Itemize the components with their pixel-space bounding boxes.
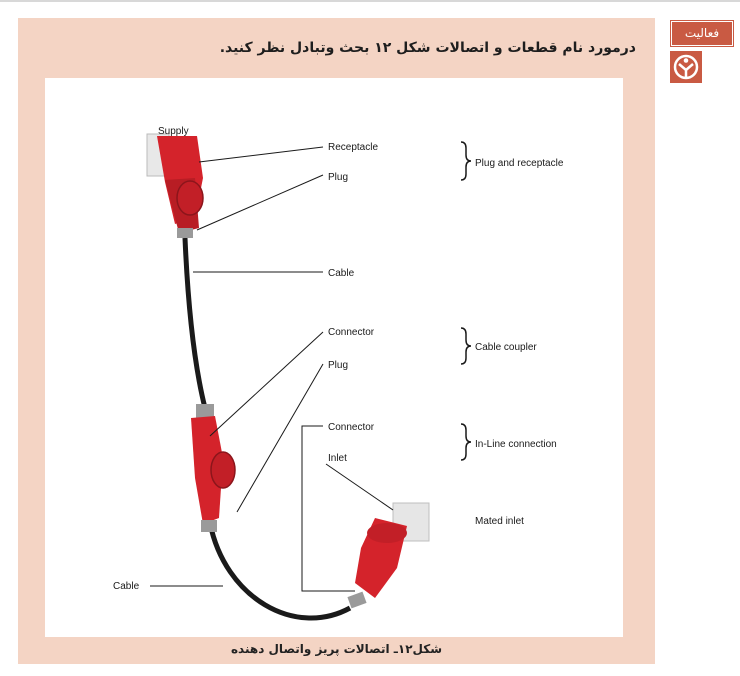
supply-receptacle	[147, 134, 203, 238]
label-connector-mid: Connector	[328, 327, 375, 338]
label-cable-bottom: Cable	[113, 581, 140, 592]
label-inline-connection: In-Line connection	[475, 439, 557, 450]
label-connector-lower: Connector	[328, 422, 375, 433]
cable-lower	[210, 523, 350, 618]
activity-icon	[670, 51, 702, 83]
figure-caption: شکل۱۲ـ اتصالات پریز واتصال دهنده	[230, 642, 443, 656]
cable-upper	[185, 238, 205, 408]
cable-coupler	[191, 404, 235, 532]
group-braces	[461, 142, 471, 460]
figure-connectors	[45, 78, 623, 637]
label-inlet: Inlet	[328, 453, 347, 464]
label-cable-top: Cable	[328, 268, 355, 279]
label-plug-and-receptacle: Plug and receptacle	[475, 158, 564, 169]
label-supply: Supply	[158, 126, 189, 137]
label-receptacle: Receptacle	[328, 142, 379, 153]
connector-diagram	[45, 78, 623, 637]
top-divider	[0, 0, 740, 2]
label-mated-inlet: Mated inlet	[475, 516, 524, 527]
activity-panel	[18, 18, 655, 664]
label-plug-top: Plug	[328, 172, 349, 183]
label-plug-mid: Plug	[328, 360, 349, 371]
mated-inlet-assembly	[347, 503, 429, 608]
activity-badge: فعالیت	[671, 21, 733, 46]
activity-heading: درمورد نام قطعات و اتصالات شکل ۱۲ بحث وتبادل نظر کنید.	[219, 40, 636, 56]
label-cable-coupler: Cable coupler	[475, 342, 537, 353]
